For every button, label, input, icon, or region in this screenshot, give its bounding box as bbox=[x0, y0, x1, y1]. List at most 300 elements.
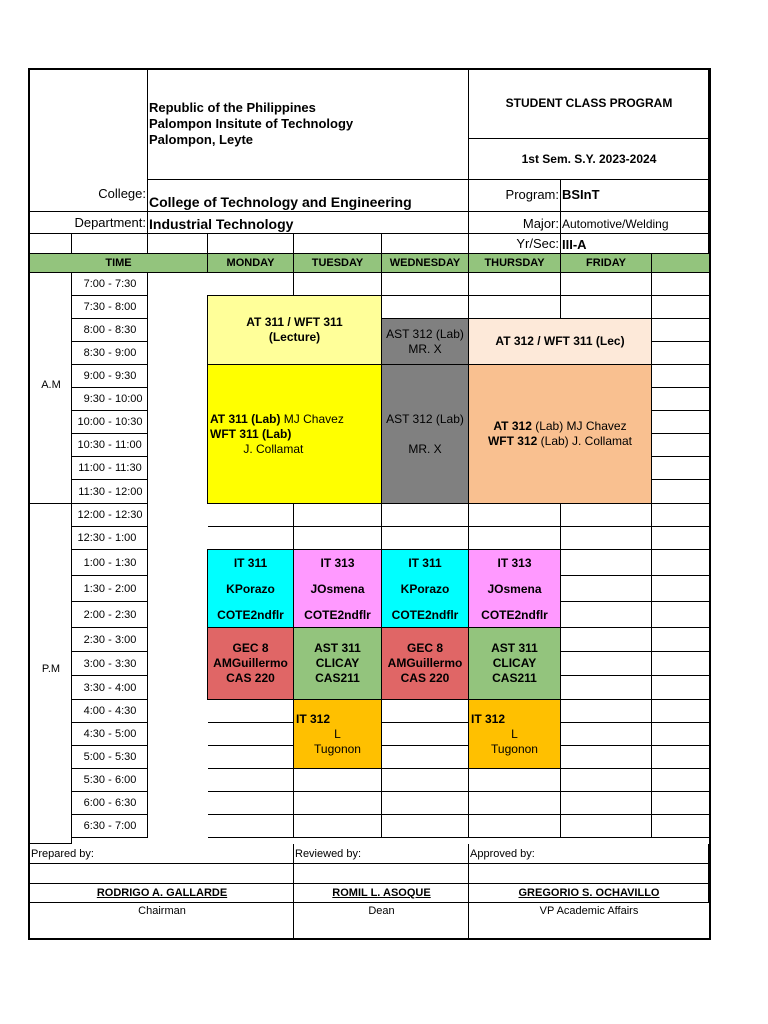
class-block-text: AST 311 bbox=[491, 641, 538, 655]
slot-dash: - bbox=[106, 527, 114, 550]
blank-cell-a bbox=[30, 234, 72, 254]
day-header-wednesday: WEDNESDAY bbox=[382, 254, 469, 272]
slot-dash: - bbox=[106, 576, 114, 602]
slot-dash: - bbox=[106, 504, 114, 527]
it312-tuesday-block bbox=[293, 699, 382, 769]
schedule-cell bbox=[382, 792, 469, 815]
slot-end-time: 8:00 bbox=[114, 296, 148, 319]
class-block-line bbox=[469, 434, 651, 449]
pm-label: P.M bbox=[41, 663, 61, 675]
schedule-cell bbox=[469, 296, 561, 319]
college-label-cell bbox=[30, 180, 148, 212]
schedule-cell bbox=[561, 746, 652, 769]
class-block-line bbox=[294, 712, 381, 727]
class-block-line bbox=[469, 656, 560, 671]
major-label-cell bbox=[469, 212, 561, 234]
reviewed-title-cell bbox=[294, 903, 469, 938]
class-block-text: JOsmena bbox=[487, 581, 542, 596]
schedule-cell bbox=[652, 434, 709, 457]
slot-end-time: 7:30 bbox=[114, 273, 148, 296]
class-block-text: GEC 8 bbox=[232, 641, 269, 655]
time-header: TIME bbox=[30, 254, 208, 272]
schedule-cell bbox=[208, 815, 294, 838]
schedule-cell bbox=[561, 769, 652, 792]
institution-line-1: Republic of the Philippines bbox=[149, 100, 316, 115]
class-block-line bbox=[382, 327, 468, 342]
slot-dash: - bbox=[106, 723, 114, 746]
slot-start-time: 8:30 bbox=[72, 342, 106, 365]
schedule-cell bbox=[561, 296, 652, 319]
slot-end-time: 4:30 bbox=[114, 700, 148, 723]
class-block-text: IT 311 bbox=[408, 555, 442, 570]
department-value-cell bbox=[148, 212, 469, 234]
slot-end-time: 10:00 bbox=[114, 388, 148, 411]
class-block-line bbox=[382, 342, 468, 357]
at311-wft311-lab-block bbox=[207, 364, 382, 504]
schedule-cell bbox=[382, 815, 469, 838]
class-block-line bbox=[294, 727, 381, 742]
schedule-cell bbox=[469, 769, 561, 792]
prepared-title: Chairman bbox=[138, 905, 186, 917]
class-block-text: JOsmena bbox=[310, 581, 365, 596]
class-block-line bbox=[382, 656, 468, 671]
slot-end-time: 1:30 bbox=[114, 550, 148, 576]
schedule-cell bbox=[469, 527, 561, 550]
blank-cell-f bbox=[382, 234, 469, 254]
slot-start-time: 6:30 bbox=[72, 815, 106, 838]
slot-dash: - bbox=[106, 652, 114, 676]
class-block-text: CAS211 bbox=[315, 671, 360, 685]
slot-end-time: 3:00 bbox=[114, 628, 148, 652]
program-label-cell bbox=[469, 180, 561, 212]
ast311-tuesday-block bbox=[293, 627, 382, 700]
slot-start-time: 7:00 bbox=[72, 273, 106, 296]
schedule-cell bbox=[561, 723, 652, 746]
institution-cell bbox=[148, 70, 469, 180]
program-label: Program: bbox=[505, 187, 559, 202]
slot-start-time: 4:00 bbox=[72, 700, 106, 723]
slot-dash: - bbox=[106, 365, 114, 388]
class-block-text: AMGuillermo bbox=[387, 656, 463, 670]
class-block-line bbox=[208, 602, 293, 628]
class-block-text: CAS 220 bbox=[226, 671, 275, 685]
class-program-sheet bbox=[28, 68, 711, 940]
time-grid bbox=[30, 273, 709, 844]
am-label-cell bbox=[30, 273, 72, 504]
slot-dash: - bbox=[106, 628, 114, 652]
slot-dash: - bbox=[106, 602, 114, 628]
ast312-lab-block-am2 bbox=[381, 364, 469, 504]
slot-dash: - bbox=[106, 480, 114, 504]
schedule-cell bbox=[561, 504, 652, 527]
it311-wednesday-block bbox=[381, 549, 469, 628]
schedule-cell bbox=[294, 769, 382, 792]
schedule-cell bbox=[652, 769, 709, 792]
schedule-cell bbox=[208, 527, 294, 550]
yrsec-value-cell bbox=[561, 234, 709, 254]
department-label-cell bbox=[30, 212, 148, 234]
schedule-cell bbox=[561, 576, 652, 602]
class-block-text: CLICAY bbox=[492, 656, 537, 670]
class-block-text: WFT 312 bbox=[487, 434, 538, 448]
major-label: Major: bbox=[522, 216, 559, 231]
class-block-line bbox=[294, 742, 381, 757]
schedule-cell bbox=[652, 480, 709, 504]
schedule-cell bbox=[652, 652, 709, 676]
class-block-line bbox=[208, 641, 293, 656]
semester-cell bbox=[469, 139, 709, 180]
day-header-monday: MONDAY bbox=[208, 254, 294, 272]
reviewed-label: Reviewed by: bbox=[295, 848, 362, 860]
slot-end-time: 6:00 bbox=[114, 769, 148, 792]
schedule-cell bbox=[469, 273, 561, 296]
class-block-text: AMGuillermo bbox=[213, 656, 288, 670]
class-block-text: MJ Chavez bbox=[280, 411, 344, 426]
schedule-cell bbox=[469, 504, 561, 527]
class-block-text: COTE2ndflr bbox=[304, 607, 371, 622]
slot-end-time: 4:00 bbox=[114, 676, 148, 700]
signature-space-approved bbox=[469, 864, 709, 884]
prepared-name-cell bbox=[30, 884, 294, 903]
approved-label: Approved by: bbox=[470, 848, 535, 860]
slot-end-time: 9:30 bbox=[114, 365, 148, 388]
class-block-line bbox=[469, 712, 560, 727]
schedule-cell bbox=[652, 527, 709, 550]
schedule-cell bbox=[382, 723, 469, 746]
schedule-cell bbox=[561, 628, 652, 652]
program-value: BSInT bbox=[562, 187, 600, 202]
class-block-text: COTE2ndflr bbox=[391, 607, 459, 622]
class-block-line bbox=[208, 576, 293, 602]
class-block-text: CLICAY bbox=[315, 656, 360, 670]
schedule-cell bbox=[382, 769, 469, 792]
schedule-cell bbox=[294, 273, 382, 296]
class-block-line bbox=[382, 641, 468, 656]
program-value-cell bbox=[561, 180, 709, 212]
schedule-cell bbox=[652, 319, 709, 342]
reviewed-name: ROMIL L. ASOQUE bbox=[332, 887, 431, 899]
class-block-line bbox=[382, 671, 468, 686]
class-block-text: AST 311 bbox=[314, 641, 361, 655]
schedule-cell bbox=[652, 723, 709, 746]
class-block-line bbox=[294, 641, 381, 656]
schedule-cell bbox=[294, 815, 382, 838]
schedule-cell bbox=[652, 296, 709, 319]
class-block-text: J. Collamat bbox=[210, 441, 304, 456]
schedule-cell bbox=[294, 527, 382, 550]
schedule-cell bbox=[208, 723, 294, 746]
slot-end-time: 6:30 bbox=[114, 792, 148, 815]
slot-start-time: 9:30 bbox=[72, 388, 106, 411]
schedule-cell bbox=[652, 388, 709, 411]
slot-start-time: 12:30 bbox=[72, 527, 106, 550]
class-block-line bbox=[382, 576, 468, 602]
class-block-text: IT 313 bbox=[320, 555, 355, 570]
slot-end-time: 9:00 bbox=[114, 342, 148, 365]
gec8-wednesday-block bbox=[381, 627, 469, 700]
college-value: College of Technology and Engineering bbox=[149, 194, 412, 210]
day-header-thursday: THURSDAY bbox=[469, 254, 561, 272]
class-block-text: IT 311 bbox=[233, 555, 268, 570]
class-block-line bbox=[382, 412, 468, 427]
slot-end-time: 8:30 bbox=[114, 319, 148, 342]
class-block-line bbox=[208, 330, 381, 345]
approved-name-cell bbox=[469, 884, 709, 903]
slot-dash: - bbox=[106, 319, 114, 342]
slot-start-time: 2:30 bbox=[72, 628, 106, 652]
class-block-text: AT 311 / WFT 311 bbox=[246, 315, 343, 329]
slot-dash: - bbox=[106, 550, 114, 576]
am-label: A.M bbox=[41, 379, 61, 391]
doc-title-cell bbox=[469, 70, 709, 139]
class-block-text: GEC 8 bbox=[406, 641, 443, 655]
prepared-title-cell bbox=[30, 903, 294, 938]
class-block-text: IT 312 bbox=[296, 711, 331, 726]
schedule-cell bbox=[561, 676, 652, 700]
class-block-text: MR. X bbox=[408, 441, 442, 456]
class-block-line bbox=[469, 727, 560, 742]
slot-start-time: 9:00 bbox=[72, 365, 106, 388]
class-block-text: KPorazo bbox=[226, 581, 275, 596]
class-block-text: AST 312 (Lab) bbox=[386, 411, 464, 426]
class-block-line bbox=[208, 427, 381, 442]
slot-start-time: 5:00 bbox=[72, 746, 106, 769]
slot-end-time: 5:00 bbox=[114, 723, 148, 746]
class-block-text: (Lab) MJ Chavez bbox=[531, 419, 627, 433]
class-block-text: AT 311 (Lab) bbox=[210, 411, 281, 426]
class-block-text: Tugonon bbox=[314, 741, 361, 756]
slot-start-time: 1:00 bbox=[72, 550, 106, 576]
college-value-cell bbox=[148, 180, 469, 212]
schedule-cell bbox=[382, 296, 469, 319]
schedule-cell bbox=[561, 700, 652, 723]
slot-start-time: 11:00 bbox=[72, 457, 106, 480]
slot-end-time: 2:30 bbox=[114, 602, 148, 628]
reviewed-name-cell bbox=[294, 884, 469, 903]
schedule-cell bbox=[208, 792, 294, 815]
major-value-cell bbox=[561, 212, 709, 234]
schedule-cell bbox=[382, 746, 469, 769]
slot-end-time: 3:30 bbox=[114, 652, 148, 676]
yrsec-value: III-A bbox=[562, 237, 587, 252]
class-block-line bbox=[382, 550, 468, 576]
institution-line-3: Palompon, Leyte bbox=[149, 132, 254, 147]
schedule-cell bbox=[561, 527, 652, 550]
schedule-cell bbox=[382, 700, 469, 723]
slot-end-time: 11:30 bbox=[114, 457, 148, 480]
class-block-line bbox=[469, 671, 560, 686]
yrsec-label: Yr/Sec: bbox=[516, 236, 559, 251]
class-block-line bbox=[294, 602, 381, 628]
schedule-cell bbox=[652, 746, 709, 769]
schedule-cell bbox=[469, 815, 561, 838]
slot-end-time: 12:30 bbox=[114, 504, 148, 527]
yrsec-label-cell bbox=[469, 234, 561, 254]
class-block-text: CAS 220 bbox=[400, 671, 450, 685]
class-block-line bbox=[208, 412, 381, 427]
class-block-line bbox=[469, 334, 651, 349]
slot-start-time: 1:30 bbox=[72, 576, 106, 602]
schedule-cell bbox=[652, 365, 709, 388]
slot-start-time: 3:00 bbox=[72, 652, 106, 676]
class-block-text: AST 312 (Lab) bbox=[386, 326, 464, 341]
class-block-line bbox=[469, 602, 560, 628]
ast312-lab-block-am1 bbox=[381, 318, 469, 365]
class-block-line bbox=[294, 656, 381, 671]
class-block-line bbox=[469, 550, 560, 576]
slot-dash: - bbox=[106, 273, 114, 296]
day-header-tuesday: TUESDAY bbox=[294, 254, 382, 272]
slot-dash: - bbox=[106, 342, 114, 365]
schedule-cell bbox=[208, 700, 294, 723]
slot-dash: - bbox=[106, 700, 114, 723]
class-block-line bbox=[469, 419, 651, 434]
class-block-line bbox=[208, 315, 381, 330]
semester-text: 1st Sem. S.Y. 2023-2024 bbox=[521, 152, 657, 166]
schedule-cell bbox=[652, 792, 709, 815]
class-block-line bbox=[469, 576, 560, 602]
schedule-cell bbox=[469, 792, 561, 815]
schedule-cell bbox=[208, 273, 294, 296]
class-block-line bbox=[294, 671, 381, 686]
slot-dash: - bbox=[106, 457, 114, 480]
class-block-text: AT 312 bbox=[493, 419, 532, 433]
schedule-cell bbox=[382, 273, 469, 296]
schedule-cell bbox=[208, 504, 294, 527]
slot-start-time: 4:30 bbox=[72, 723, 106, 746]
schedule-cell bbox=[652, 602, 709, 628]
blank-cell-b bbox=[72, 234, 148, 254]
schedule-cell bbox=[652, 457, 709, 480]
blank-cell-e bbox=[294, 234, 382, 254]
college-label: College: bbox=[98, 186, 146, 201]
doc-title: STUDENT CLASS PROGRAM bbox=[505, 96, 673, 110]
day-header-bar bbox=[30, 254, 709, 273]
schedule-cell bbox=[561, 792, 652, 815]
reviewed-title: Dean bbox=[368, 905, 395, 917]
day-header-friday: FRIDAY bbox=[561, 254, 652, 272]
schedule-cell bbox=[208, 769, 294, 792]
slot-end-time: 1:00 bbox=[114, 527, 148, 550]
class-block-text: (Lab) J. Collamat bbox=[537, 434, 633, 448]
approved-name: GREGORIO S. OCHAVILLO bbox=[518, 887, 660, 899]
slot-end-time: 12:00 bbox=[114, 480, 148, 504]
reviewed-label-cell bbox=[294, 844, 469, 864]
class-block-text: IT 312 bbox=[471, 711, 506, 726]
slot-dash: - bbox=[106, 746, 114, 769]
approved-label-cell bbox=[469, 844, 709, 864]
schedule-cell bbox=[652, 676, 709, 700]
schedule-cell bbox=[561, 550, 652, 576]
slot-dash: - bbox=[106, 676, 114, 700]
class-block-line bbox=[382, 602, 468, 628]
schedule-cell bbox=[652, 700, 709, 723]
slot-dash: - bbox=[106, 792, 114, 815]
class-block-text: CAS211 bbox=[492, 671, 537, 685]
it311-monday-block bbox=[207, 549, 294, 628]
schedule-cell bbox=[561, 652, 652, 676]
at312-wft311-lec-block bbox=[468, 318, 652, 365]
slot-dash: - bbox=[106, 388, 114, 411]
ast311-thursday-block bbox=[468, 627, 561, 700]
slot-dash: - bbox=[106, 434, 114, 457]
schedule-cell bbox=[652, 576, 709, 602]
prepared-label-cell bbox=[30, 844, 294, 864]
schedule-cell bbox=[382, 504, 469, 527]
signature-space-reviewed bbox=[294, 864, 469, 884]
gec8-monday-block bbox=[207, 627, 294, 700]
class-block-line bbox=[208, 550, 293, 576]
approved-title: VP Academic Affairs bbox=[539, 905, 639, 917]
slot-start-time: 11:30 bbox=[72, 480, 106, 504]
day-header-extra bbox=[652, 254, 709, 272]
schedule-cell bbox=[652, 550, 709, 576]
schedule-cell bbox=[294, 504, 382, 527]
slot-start-time: 8:00 bbox=[72, 319, 106, 342]
prepared-name: RODRIGO A. GALLARDE bbox=[96, 887, 228, 899]
class-block-text: IT 313 bbox=[497, 555, 532, 570]
class-block-line bbox=[294, 550, 381, 576]
class-block-line bbox=[469, 641, 560, 656]
department-label: Department: bbox=[74, 215, 146, 230]
slot-start-time: 2:00 bbox=[72, 602, 106, 628]
institution-line-2: Palompon Insitute of Technology bbox=[149, 116, 354, 131]
class-block-text: AT 312 / WFT 311 (Lec) bbox=[495, 334, 625, 348]
blank-cell-c bbox=[148, 234, 208, 254]
slot-start-time: 6:00 bbox=[72, 792, 106, 815]
class-block-text: L bbox=[511, 726, 518, 741]
schedule-cell bbox=[652, 628, 709, 652]
class-block-text: MR. X bbox=[408, 341, 442, 356]
it313-tuesday-block bbox=[293, 549, 382, 628]
class-block-text: Tugonon bbox=[491, 741, 538, 756]
slot-dash: - bbox=[106, 815, 114, 838]
schedule-cell bbox=[561, 273, 652, 296]
pm-label-cell bbox=[30, 504, 72, 844]
class-block-line bbox=[469, 742, 560, 757]
blank-cell-d bbox=[208, 234, 294, 254]
slot-end-time: 5:30 bbox=[114, 746, 148, 769]
class-block-text: COTE2ndflr bbox=[217, 607, 284, 622]
department-value: Industrial Technology bbox=[149, 216, 294, 232]
at312-wft312-lab-block bbox=[468, 364, 652, 504]
class-block-text: WFT 311 (Lab) bbox=[210, 426, 292, 441]
approved-title-cell bbox=[469, 903, 709, 938]
class-block-line bbox=[208, 442, 381, 457]
major-value: Automotive/Welding bbox=[562, 217, 669, 231]
slot-start-time: 7:30 bbox=[72, 296, 106, 319]
class-block-line bbox=[208, 656, 293, 671]
slot-dash: - bbox=[106, 769, 114, 792]
schedule-cell bbox=[652, 411, 709, 434]
slot-start-time: 10:30 bbox=[72, 434, 106, 457]
slot-start-time: 10:00 bbox=[72, 411, 106, 434]
class-block-line bbox=[382, 427, 468, 442]
class-block-line bbox=[208, 671, 293, 686]
slot-end-time: 10:30 bbox=[114, 411, 148, 434]
schedule-cell bbox=[208, 746, 294, 769]
slot-start-time: 5:30 bbox=[72, 769, 106, 792]
schedule-cell bbox=[652, 504, 709, 527]
slot-start-time: 12:00 bbox=[72, 504, 106, 527]
schedule-cell bbox=[561, 815, 652, 838]
slot-dash: - bbox=[106, 411, 114, 434]
it313-thursday-block bbox=[468, 549, 561, 628]
slot-end-time: 7:00 bbox=[114, 815, 148, 838]
class-block-line bbox=[294, 576, 381, 602]
schedule-cell bbox=[652, 273, 709, 296]
slot-end-time: 2:00 bbox=[114, 576, 148, 602]
